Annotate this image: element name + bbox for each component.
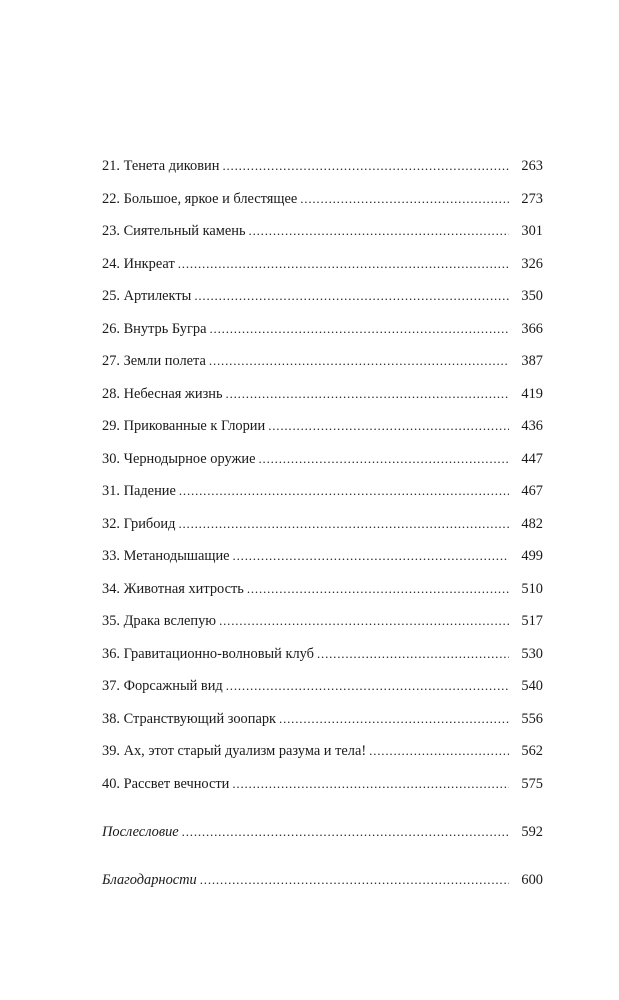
toc-entry-title: 37. Форсажный вид bbox=[102, 678, 223, 694]
toc-entry-32[interactable] bbox=[102, 511, 543, 537]
dot-leader bbox=[226, 673, 509, 699]
toc-entry-title: Благодарности bbox=[102, 871, 197, 888]
dot-leader bbox=[210, 316, 510, 342]
toc-entry-page: 447 bbox=[521, 450, 543, 467]
toc-entry-22[interactable] bbox=[102, 186, 543, 212]
toc-entry-21[interactable] bbox=[102, 153, 543, 179]
toc-entry-title: 27. Земли полета bbox=[102, 353, 206, 369]
toc-entry-title: 32. Грибоид bbox=[102, 515, 176, 532]
dot-leader bbox=[179, 478, 509, 504]
toc-entry-27[interactable] bbox=[102, 348, 543, 374]
toc-entry-title: 31. Падение bbox=[102, 483, 176, 499]
dot-leader bbox=[232, 771, 509, 797]
toc-entry-page: 510 bbox=[521, 580, 543, 597]
toc-entry-title: 33. Метанодышащие bbox=[102, 548, 230, 564]
toc-entry-title: 25. Артилекты bbox=[102, 288, 192, 304]
toc-entry-25[interactable] bbox=[102, 283, 543, 309]
toc-entry-page: 499 bbox=[521, 548, 543, 564]
dot-leader bbox=[222, 153, 509, 179]
toc-entry-36[interactable] bbox=[102, 641, 543, 667]
toc-entry-page: 301 bbox=[521, 223, 543, 239]
dot-leader bbox=[233, 543, 509, 569]
dot-leader bbox=[247, 576, 509, 602]
dot-leader bbox=[200, 867, 509, 893]
toc-entry-38[interactable] bbox=[102, 706, 543, 732]
toc-entry-title: 39. Ах, этот старый дуализм разума и тела! bbox=[102, 743, 367, 759]
toc-entry-page: 482 bbox=[521, 515, 543, 532]
toc-entry-page: 350 bbox=[521, 288, 543, 304]
toc-entry-33[interactable] bbox=[102, 543, 543, 569]
toc-entry-page: 436 bbox=[521, 418, 543, 434]
dot-leader bbox=[317, 641, 509, 667]
dot-leader bbox=[182, 819, 509, 845]
dot-leader bbox=[249, 218, 509, 244]
toc-entry-page: 540 bbox=[521, 678, 543, 694]
toc-entry-title: 40. Рассвет вечности bbox=[102, 775, 230, 792]
toc-entry-title: 38. Странствующий зоопарк bbox=[102, 710, 277, 727]
toc-entry-26[interactable] bbox=[102, 316, 543, 342]
toc-entry-page: 575 bbox=[521, 775, 543, 792]
toc-entry-page: 419 bbox=[521, 385, 543, 402]
toc-entry-title: 26. Внутрь Бугра bbox=[102, 320, 207, 337]
toc-entry-title: Послесловие bbox=[102, 823, 179, 840]
dot-leader bbox=[178, 251, 509, 277]
toc-entry-title: 34. Животная хитрость bbox=[102, 580, 244, 597]
toc-entry-24[interactable] bbox=[102, 251, 543, 277]
toc-entry-39[interactable] bbox=[102, 738, 543, 764]
dot-leader bbox=[226, 381, 509, 407]
toc-entry-30[interactable] bbox=[102, 446, 543, 472]
toc-entry-page: 600 bbox=[521, 871, 543, 888]
table-of-contents bbox=[102, 153, 543, 899]
toc-entry-page: 467 bbox=[521, 483, 543, 499]
toc-entry-title: 36. Гравитационно-волновый клуб bbox=[102, 645, 314, 662]
toc-entry-title: 21. Тенета диковин bbox=[102, 158, 220, 174]
toc-entry-title: 29. Прикованные к Глории bbox=[102, 418, 266, 434]
toc-entry-title: 24. Инкреат bbox=[102, 255, 175, 272]
toc-entry-page: 517 bbox=[521, 613, 543, 629]
dot-leader bbox=[219, 608, 509, 634]
toc-entry-title: 23. Сиятельный камень bbox=[102, 223, 246, 239]
toc-entry-page: 530 bbox=[521, 645, 543, 662]
toc-entry-page: 326 bbox=[521, 255, 543, 272]
toc-entry-page: 263 bbox=[521, 158, 543, 174]
dot-leader bbox=[268, 413, 509, 439]
toc-entry-title: 22. Большое, яркое и блестящее bbox=[102, 190, 298, 207]
toc-entry-29[interactable] bbox=[102, 413, 543, 439]
dot-leader bbox=[300, 186, 509, 212]
toc-entry-page: 366 bbox=[521, 320, 543, 337]
toc-entry-28[interactable] bbox=[102, 381, 543, 407]
toc-entry-page: 562 bbox=[521, 743, 543, 759]
dot-leader bbox=[279, 706, 509, 732]
dot-leader bbox=[209, 348, 509, 374]
toc-entry-page: 592 bbox=[521, 823, 543, 840]
toc-entry-afterword[interactable] bbox=[102, 819, 543, 845]
toc-entry-title: 35. Драка вслепую bbox=[102, 613, 217, 629]
toc-entry-40[interactable] bbox=[102, 771, 543, 797]
toc-entry-acknowledgements[interactable] bbox=[102, 867, 543, 893]
toc-entry-title: 30. Чернодырное оружие bbox=[102, 450, 256, 467]
toc-entry-page: 556 bbox=[521, 710, 543, 727]
dot-leader bbox=[369, 738, 509, 764]
toc-entry-37[interactable] bbox=[102, 673, 543, 699]
dot-leader bbox=[258, 446, 509, 472]
toc-entry-page: 273 bbox=[521, 190, 543, 207]
toc-entry-35[interactable] bbox=[102, 608, 543, 634]
toc-entry-23[interactable] bbox=[102, 218, 543, 244]
toc-entry-title: 28. Небесная жизнь bbox=[102, 385, 223, 402]
toc-entry-page: 387 bbox=[521, 353, 543, 369]
toc-entry-34[interactable] bbox=[102, 576, 543, 602]
dot-leader bbox=[194, 283, 509, 309]
dot-leader bbox=[178, 511, 509, 537]
toc-entry-31[interactable] bbox=[102, 478, 543, 504]
